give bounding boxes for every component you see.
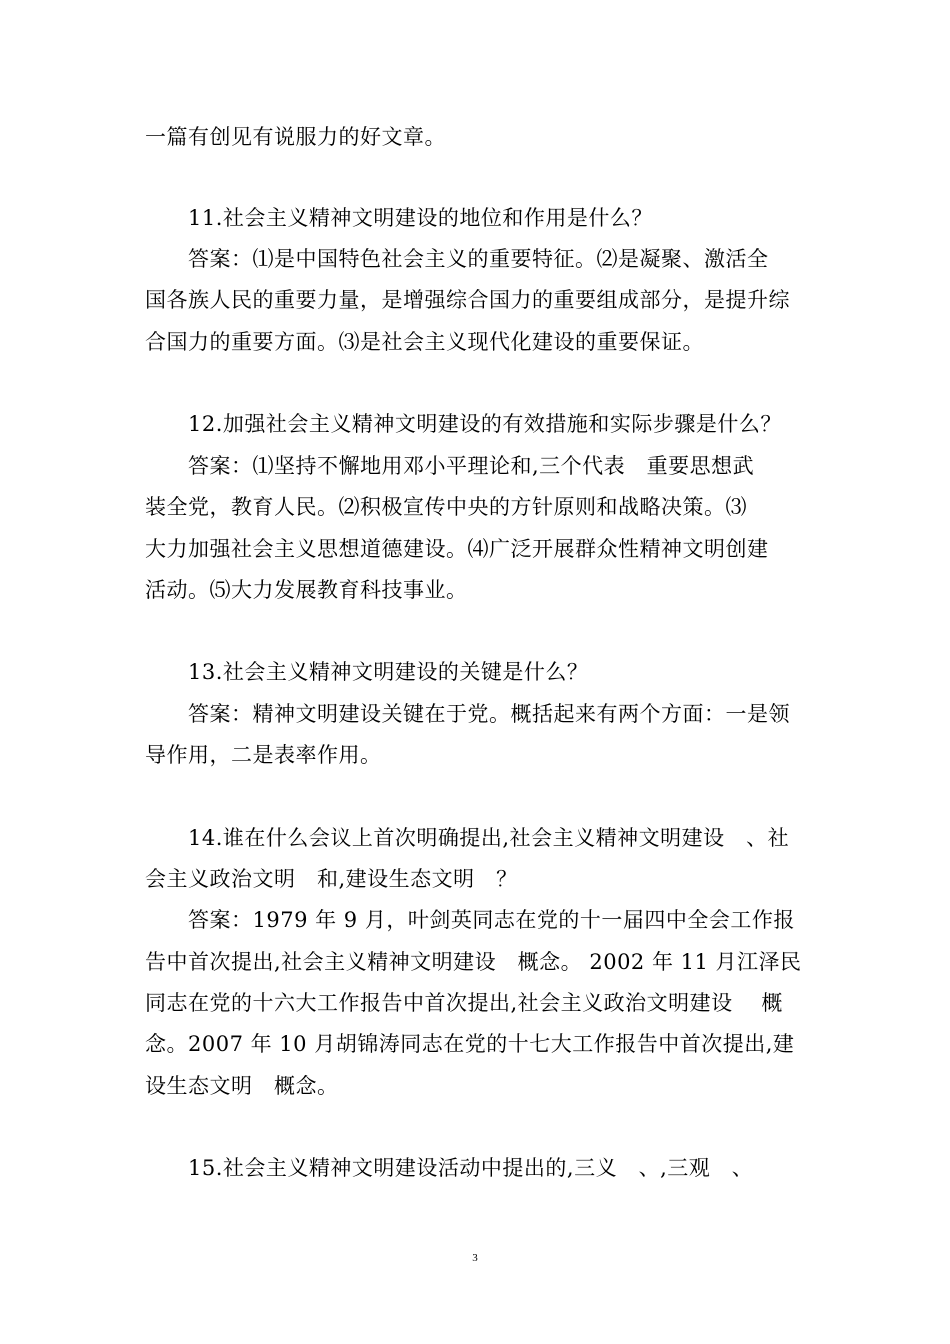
answer-line: 同志在党的十六大工作报告中首次提出,社会主义政治文明建设 概 — [145, 991, 783, 1015]
answer-line: 念。2007 年 10 月胡锦涛同志在党的十七大工作报告中首次提出,建 — [145, 1032, 795, 1056]
answer-line: 装全党，教育人民。⑵积极宣传中央的方针原则和战略决策。⑶ — [145, 495, 747, 519]
answer-line: 答案：⑴是中国特色社会主义的重要特征。⑵是凝聚、激活全 — [188, 247, 769, 271]
answer-line: 国各族人民的重要力量，是增强综合国力的重要组成部分，是提升综 — [145, 288, 790, 312]
question-15: 15.社会主义精神文明建设活动中提出的,三义 、,三观 、 — [188, 1156, 754, 1180]
answer-line: 答案：1979 年 9 月，叶剑英同志在党的十一届四中全会工作报 — [188, 908, 795, 932]
question-12: 12.加强社会主义精神文明建设的有效措施和实际步骤是什么？ — [188, 412, 782, 436]
answer-line: 设生态文明 概念。 — [145, 1074, 339, 1098]
question-11: 11.社会主义精神文明建设的地位和作用是什么？ — [188, 206, 653, 230]
page-number: 3 — [472, 1252, 478, 1264]
question-13: 13.社会主义精神文明建设的关键是什么？ — [188, 660, 589, 684]
answer-line: 答案：⑴坚持不懈地用邓小平理论和,三个代表 重要思想武 — [188, 454, 755, 478]
answer-line: 导作用，二是表率作用。 — [145, 743, 382, 767]
answer-line: 答案：精神文明建设关键在于党。概括起来有两个方面：一是领 — [188, 702, 790, 726]
text-line: 一篇有创见有说服力的好文章。 — [145, 125, 446, 149]
question-line: 会主义政治文明 和,建设生态文明 ？ — [145, 867, 518, 891]
answer-line: 合国力的重要方面。⑶是社会主义现代化建设的重要保证。 — [145, 330, 704, 354]
answer-line: 告中首次提出,社会主义精神文明建设 概念。 2002 年 11 月江泽民 — [145, 950, 802, 974]
answer-line: 活动。⑸大力发展教育科技事业。 — [145, 578, 468, 602]
question-14: 14.谁在什么会议上首次明确提出,社会主义精神文明建设 、社 — [188, 826, 790, 850]
answer-line: 大力加强社会主义思想道德建设。⑷广泛开展群众性精神文明创建 — [145, 537, 769, 561]
